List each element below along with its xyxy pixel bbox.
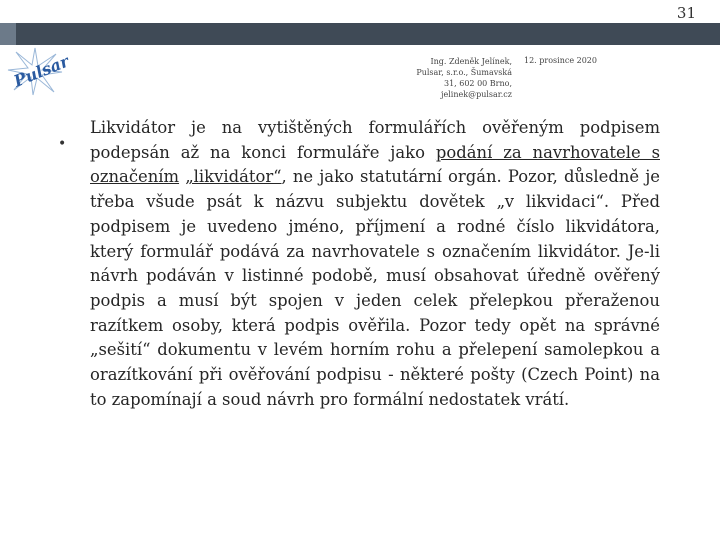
pulsar-logo (6, 46, 72, 96)
slide-date: 12. prosince 2020 (524, 56, 597, 65)
slide-number: 31 (676, 4, 696, 22)
author-line: jelinek@pulsar.cz (441, 90, 512, 99)
author-info (414, 56, 512, 100)
body-text-underlined: podání za navrhovatele s označením (90, 142, 660, 187)
logo-text: Pulsar (11, 51, 72, 91)
body-paragraph (90, 116, 660, 412)
body-text: Likvidátor je na vytištěných formulářích ověřeným podpisem podepsán až na konci formuláře jako (90, 118, 660, 162)
bullet-point: • (58, 136, 67, 152)
author-line: Pulsar, s.r.o., Šumavská (416, 68, 512, 77)
author-line: Ing. Zdeněk Jelínek, (430, 57, 512, 66)
body-text-underlined: „likvidátor“ (185, 167, 282, 187)
author-line: 31, 602 00 Brno, (443, 79, 512, 88)
body-text: , ne jako statutární orgán. Pozor, důsledně je třeba všude psát k názvu subjektu dovětek „v likvidaci“. Před podpisem je uvedeno jméno, příjmení a rodné číslo likvidátora, který formulář podává za navrhovatele s označením likvidátor. Je-li návrh podáván v listinné podobě, musí obsahovat úředně ověřený podpis a musí být spojen v jeden celek přelepkou přeraženou razítkem osoby, která podpis ověřila. Pozor tedy opět na správné „sešití“ dokumentu v levém horním rohu a přelepení samolepkou a orazítkování při ověřování podpisu - některé pošty (Czech Point) na to zapomínají a soud návrh pro formální nedostatek vrátí. (90, 167, 660, 409)
header-bar-accent (0, 23, 16, 45)
header-bar (0, 23, 711, 45)
header-bar-right (706, 23, 720, 45)
